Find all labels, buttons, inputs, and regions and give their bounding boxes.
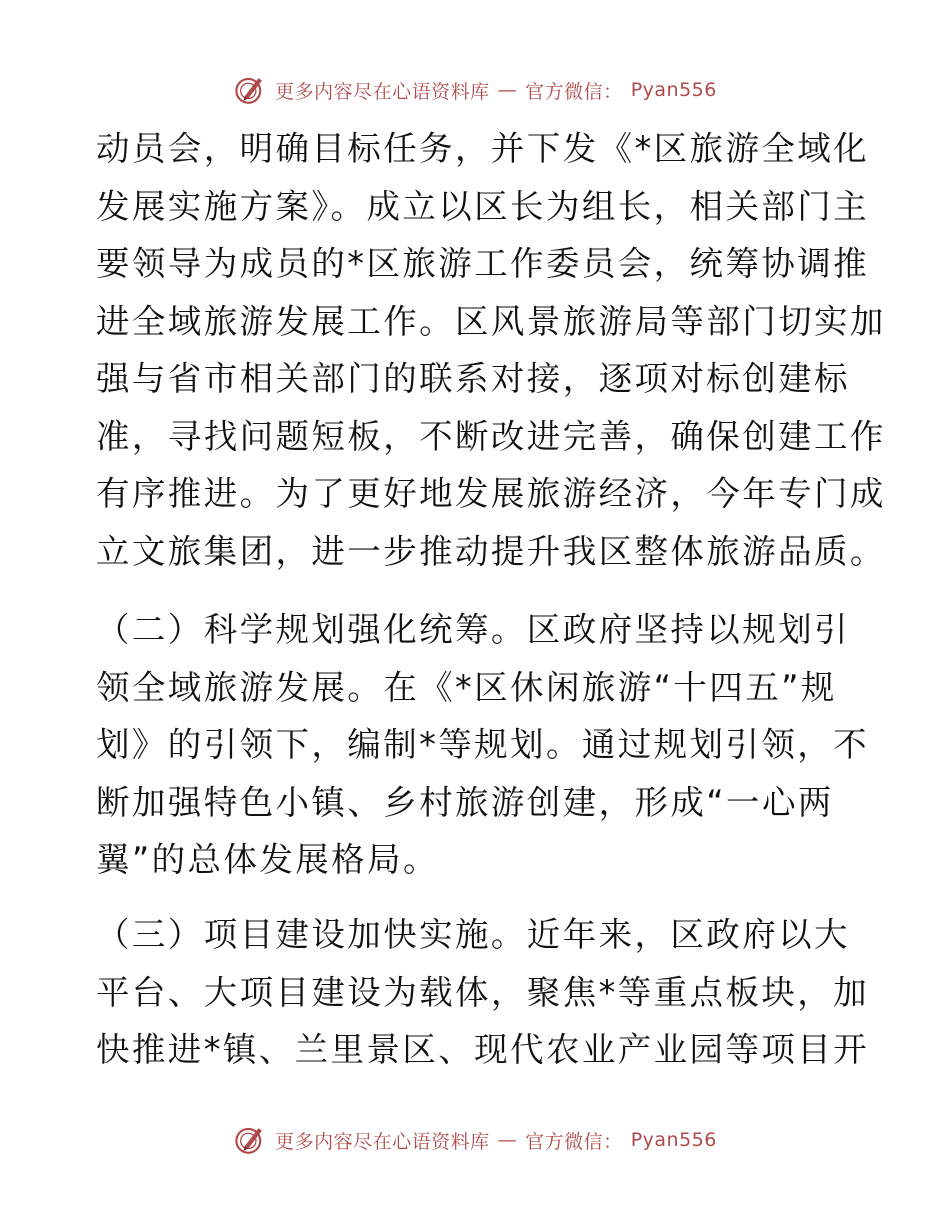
header-watermark — [0, 70, 950, 110]
watermark-text: 更多内容尽在心语资料库 — [275, 1130, 490, 1153]
watermark-wechat-label: 官方微信： — [525, 80, 623, 103]
text-line: 要领导为成员的*区旅游工作委员会，统筹协调推 — [96, 244, 870, 283]
text-line: 进全域旅游发展工作。区风景旅游局等部门切实加 — [96, 301, 886, 341]
text-line: 领全域旅游发展。在《*区休闲旅游“十四五”规 — [96, 667, 837, 707]
text-line: （二）科学规划强化统筹。区政府坚持以规划引 — [96, 610, 850, 649]
text-line: 划》的引领下，编制*等规划。通过规划引领，不 — [96, 725, 870, 764]
text-line: 翼”的总体发展格局。 — [96, 840, 439, 879]
text-line: 准，寻找问题短板，不断改进完善，确保创建工作 — [96, 416, 886, 456]
text-line: 发展实施方案》。成立以区长为组长，相关部门主 — [96, 186, 870, 226]
watermark-separator: — — [497, 79, 518, 101]
pen-logo-icon — [233, 1123, 267, 1157]
watermark-wechat-id: Pyan556 — [630, 79, 717, 101]
paragraph-2 — [96, 601, 870, 889]
text-line: （三）项目建设加快实施。近年来，区政府以大 — [96, 915, 850, 954]
text-line: 强与省市相关部门的联系对接，逐项对标创建标 — [96, 359, 850, 398]
paragraph-1 — [96, 120, 886, 580]
text-line: 立文旅集团，进一步推动提升我区整体旅游品质。 — [96, 531, 886, 571]
footer-watermark — [0, 1120, 950, 1160]
text-line: 断加强特色小镇、乡村旅游创建，形成“一心两 — [96, 782, 834, 822]
watermark-wechat-id: Pyan556 — [630, 1129, 717, 1151]
text-line: 动员会，明确目标任务，并下发《*区旅游全域化 — [96, 129, 870, 168]
watermark-separator: — — [497, 1129, 518, 1151]
text-line: 平台、大项目建设为载体，聚焦*等重点板块，加 — [96, 972, 870, 1012]
watermark-wechat-label: 官方微信： — [525, 1130, 623, 1153]
watermark-text: 更多内容尽在心语资料库 — [275, 80, 490, 103]
text-line: 有序推进。为了更好地发展旅游经济，今年专门成 — [96, 474, 886, 513]
text-line: 快推进*镇、兰里景区、现代农业产业园等项目开 — [96, 1030, 870, 1069]
pen-logo-icon — [233, 73, 267, 107]
paragraph-3 — [96, 906, 870, 1079]
